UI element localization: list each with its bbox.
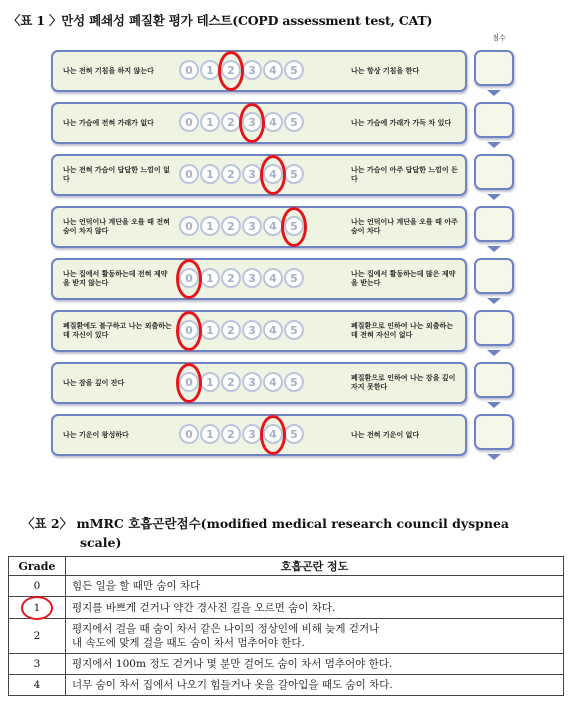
description-line: 평지를 바쁘게 걷거나 약간 경사진 길을 오르면 숨이 차다. [72,601,336,614]
score-input-box[interactable] [474,102,514,138]
cat-left-statement: 나는 잠을 깊이 잔다 [63,378,125,387]
cat-rating-option[interactable]: 4 [263,112,283,132]
cat-question-panel [51,362,467,404]
cat-rating-option[interactable]: 4 [263,164,283,184]
cat-question-row [0,154,572,194]
mmrc-title-line1: 〈표 2〉 mMRC 호흡곤란점수(modified medical research council dyspnea [22,516,510,531]
description-line: 평지에서 100m 정도 걷거나 몇 분만 걸어도 숨이 차서 멈추어야 한다. [72,658,393,670]
mmrc-row [9,597,564,619]
cat-rating-option[interactable]: 2 [221,268,241,288]
description-line: 내 속도에 맞게 걸을 때도 숨이 차서 멈추어야 한다. [72,637,305,649]
selected-answer-circle [260,415,286,455]
cat-left-statement: 나는 기운이 왕성하다 [63,430,129,439]
cat-rating-option[interactable]: 3 [242,216,262,236]
cat-rating-option[interactable]: 2 [221,60,241,80]
cat-rating-option[interactable]: 3 [242,320,262,340]
cat-right-statement: 나는 전혀 기운이 없다 [351,430,420,439]
cat-rating-option[interactable]: 1 [200,216,220,236]
cat-left-statement: 나는 언덕이나 계단을 오를 때 전혀 숨이 차지 않다 [63,218,170,235]
cat-question-panel [51,258,467,300]
cat-rating-option[interactable]: 5 [284,60,304,80]
mmrc-title [22,514,509,552]
cat-right-statement: 폐질환으로 인하여 나는 잠을 깊이 자지 못한다 [351,374,456,391]
selected-answer-circle [218,51,244,91]
mmrc-row [9,675,564,696]
description-cell [66,619,564,654]
cat-rating-option[interactable]: 1 [200,268,220,288]
cat-right-statement: 폐질환으로 인하여 나는 외출하는데 전혀 자신이 없다 [351,322,453,339]
cat-question-row [0,206,572,246]
description-line: 힘든 일을 할 때만 숨이 차다 [72,580,201,592]
score-input-box[interactable] [474,362,514,398]
grade-cell [9,597,66,619]
cat-rating-option[interactable]: 0 [179,216,199,236]
selected-answer-circle [176,363,202,403]
cat-rating-option[interactable]: 5 [284,112,304,132]
down-arrow-icon [487,402,501,408]
score-input-box[interactable] [474,50,514,86]
grade-value: 1 [33,601,41,614]
cat-rating-option[interactable]: 2 [221,320,241,340]
score-input-box[interactable] [474,206,514,242]
cat-rating-option[interactable]: 2 [221,216,241,236]
mmrc-row [9,619,564,654]
score-input-box[interactable] [474,154,514,190]
grade-value: 4 [33,679,41,691]
cat-rating-option[interactable]: 0 [179,268,199,288]
score-input-box[interactable] [474,310,514,346]
description-column-header: 호흡곤란 정도 [66,557,564,576]
cat-question-row [0,258,572,298]
grade-value: 3 [33,658,41,670]
selected-answer-circle [260,155,286,195]
score-input-box[interactable] [474,258,514,294]
cat-rating-option[interactable]: 3 [242,164,262,184]
down-arrow-icon [487,142,501,148]
description-line: 너무 숨이 차서 집에서 나오기 힘들거나 옷을 갈아입을 때도 숨이 차다. [72,679,393,691]
cat-rating-option[interactable]: 3 [242,372,262,392]
cat-rating-option[interactable]: 2 [221,372,241,392]
cat-rating-option[interactable]: 4 [263,216,283,236]
description-cell [66,675,564,696]
description-cell [66,576,564,597]
cat-rating-option[interactable]: 3 [242,60,262,80]
cat-question-panel [51,50,467,92]
down-arrow-icon [487,90,501,96]
mmrc-table [8,556,564,696]
grade-cell [9,619,66,654]
cat-right-statement: 나는 가슴이 아주 답답한 느낌이 든다 [351,166,458,183]
description-line: 평지에서 걸을 때 숨이 차서 같은 나이의 정상인에 비해 늦게 걷거나 [72,623,380,635]
cat-rating-option[interactable]: 2 [221,112,241,132]
cat-rating-option[interactable]: 1 [200,372,220,392]
cat-rating-option[interactable]: 4 [263,320,283,340]
grade-value: 0 [33,580,41,592]
cat-question-row [0,362,572,402]
cat-left-statement: 나는 집에서 활동하는데 전혀 제약을 받지 않는다 [63,270,168,287]
cat-right-statement: 나는 가슴에 가래가 가득 차 있다 [351,118,452,127]
cat-rating-option[interactable]: 0 [179,60,199,80]
selected-answer-circle [176,311,202,351]
grade-cell [9,675,66,696]
cat-rating-option[interactable]: 4 [263,268,283,288]
cat-rating-option[interactable]: 3 [242,268,262,288]
cat-rating-option[interactable]: 3 [242,112,262,132]
cat-rating-option[interactable]: 2 [221,164,241,184]
cat-question-row [0,50,572,90]
score-input-box[interactable] [474,414,514,450]
cat-rating-option[interactable]: 5 [284,268,304,288]
down-arrow-icon [487,194,501,200]
cat-left-statement: 폐질환에도 불구하고 나는 외출하는데 자신이 있다 [63,322,172,339]
down-arrow-icon [487,298,501,304]
cat-question-row [0,102,572,142]
cat-question-panel [51,102,467,144]
cat-question-panel [51,206,467,248]
selected-answer-circle [176,259,202,299]
cat-rating-option[interactable]: 0 [179,164,199,184]
cat-rating-option[interactable]: 0 [179,424,199,444]
cat-rating-option[interactable]: 5 [284,372,304,392]
cat-rating-option[interactable]: 3 [242,424,262,444]
cat-question-panel [51,310,467,352]
cat-question-row [0,310,572,350]
score-column-header: 점수 [492,34,506,42]
grade-value: 2 [33,630,41,642]
cat-rating-option[interactable]: 4 [263,372,283,392]
cat-left-statement: 나는 전혀 기침을 하지 않는다 [63,66,154,75]
cat-rating-option[interactable]: 1 [200,112,220,132]
cat-rating-option[interactable]: 1 [200,320,220,340]
cat-rating-option[interactable]: 0 [179,372,199,392]
mmrc-row [9,576,564,597]
selected-answer-circle [239,103,265,143]
cat-right-statement: 나는 언덕이나 계단을 오를 때 아주 숨이 차다 [351,218,458,235]
cat-rating-option[interactable]: 1 [200,60,220,80]
cat-rating-option[interactable]: 4 [263,424,283,444]
mmrc-row [9,654,564,675]
grade-column-header: Grade [9,557,66,576]
down-arrow-icon [487,246,501,252]
cat-rating-option[interactable]: 5 [284,216,304,236]
description-cell [66,597,564,619]
grade-cell [9,576,66,597]
selected-answer-circle [281,207,307,247]
cat-rating-option[interactable]: 0 [179,320,199,340]
cat-left-statement: 나는 가슴에 전혀 가래가 없다 [63,118,154,127]
cat-question-panel [51,414,467,456]
mmrc-header-row [9,557,564,576]
cat-title: 〈표 1 〉만성 폐쇄성 폐질환 평가 테스트(COPD assessment test, CAT) [8,13,433,28]
cat-rating-option[interactable]: 4 [263,60,283,80]
cat-right-statement: 나는 항상 기침을 한다 [351,66,420,75]
cat-rating-option[interactable]: 5 [284,424,304,444]
grade-cell [9,654,66,675]
cat-left-statement: 나는 전혀 가슴이 답답한 느낌이 없다 [63,166,170,183]
down-arrow-icon [487,454,501,460]
cat-rating-option[interactable]: 0 [179,112,199,132]
description-cell [66,654,564,675]
mmrc-title-line2: scale) [80,535,122,550]
cat-rating-option[interactable]: 1 [200,164,220,184]
cat-right-statement: 나는 집에서 활동하는데 많은 제약을 받는다 [351,270,456,287]
cat-question-row [0,414,572,454]
cat-rating-option[interactable]: 1 [200,424,220,444]
cat-rating-option[interactable]: 5 [284,320,304,340]
cat-rating-option[interactable]: 5 [284,164,304,184]
down-arrow-icon [487,350,501,356]
selected-grade-circle [21,596,53,620]
cat-question-panel [51,154,467,196]
cat-rating-option[interactable]: 2 [221,424,241,444]
